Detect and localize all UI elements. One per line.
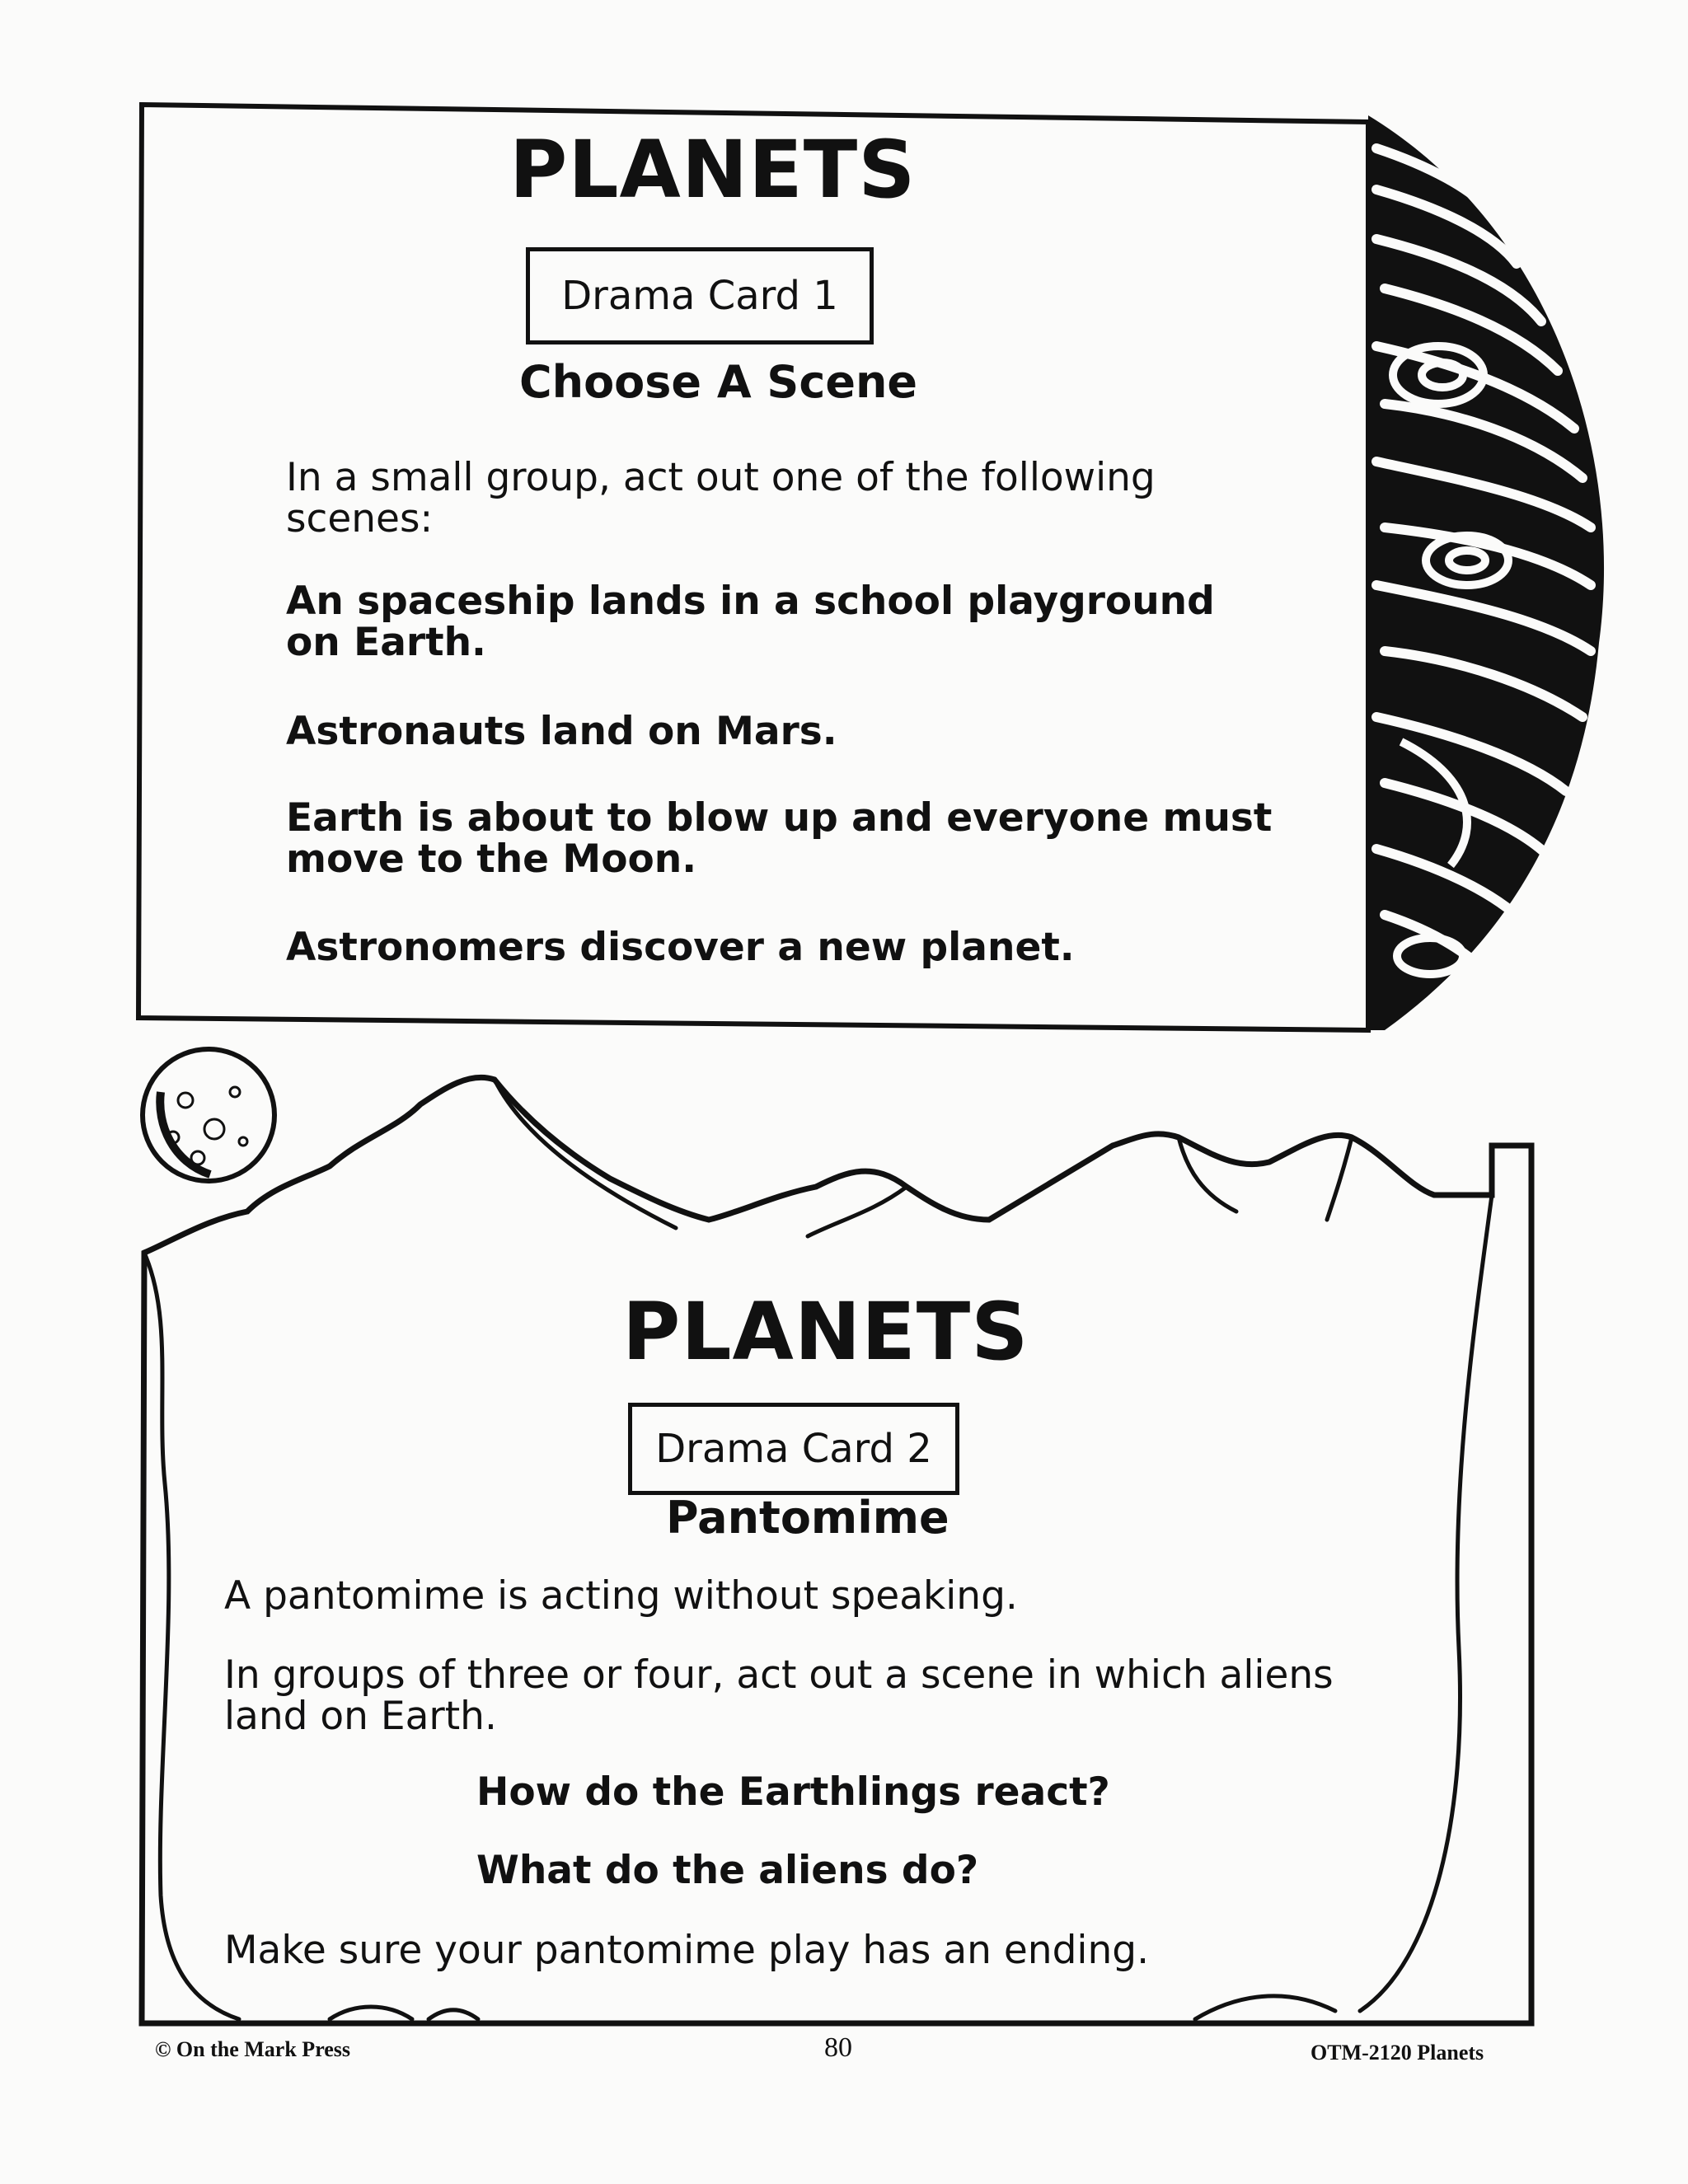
- card-1-title: PLANETS: [509, 124, 917, 216]
- card-1-badge: [526, 247, 874, 344]
- card-1-scene-4: Astronomers discover a new planet.: [286, 925, 1075, 970]
- card-1-subtitle: Choose A Scene: [519, 356, 918, 408]
- card-2-definition: A pantomime is acting without speaking.: [224, 1573, 1018, 1619]
- card-2-badge-label: Drama Card 2: [655, 1426, 932, 1472]
- card-1-scene-3: Earth is about to blow up and everyone must move to the Moon.: [286, 795, 1273, 882]
- card-2-instruction: In groups of three or four, act out a scene in which aliens land on Earth.: [224, 1652, 1334, 1739]
- planet-illustration: [1352, 115, 1624, 1038]
- card-2-question-2: What do the aliens do?: [476, 1848, 979, 1893]
- card-2-subtitle: Pantomime: [666, 1492, 950, 1544]
- card-1-badge-label: Drama Card 1: [561, 273, 838, 319]
- card-2-question-1: How do the Earthlings react?: [476, 1769, 1110, 1815]
- footer-page-number: 80: [824, 2032, 852, 2063]
- mountain-frame: [0, 1055, 1688, 2044]
- card-2-badge: [628, 1403, 959, 1495]
- card-2-closing: Make sure your pantomime play has an ending.: [224, 1928, 1150, 1973]
- footer-product-code: OTM-2120 Planets: [1311, 2041, 1484, 2064]
- card-1-intro: In a small group, act out one of the following scenes:: [286, 455, 1156, 541]
- card-1-scene-2: Astronauts land on Mars.: [286, 709, 837, 754]
- footer-publisher: © On the Mark Press: [155, 2037, 351, 2061]
- card-2-title: PLANETS: [622, 1286, 1029, 1378]
- card-1-scene-1: An spaceship lands in a school playground on Earth.: [286, 579, 1215, 665]
